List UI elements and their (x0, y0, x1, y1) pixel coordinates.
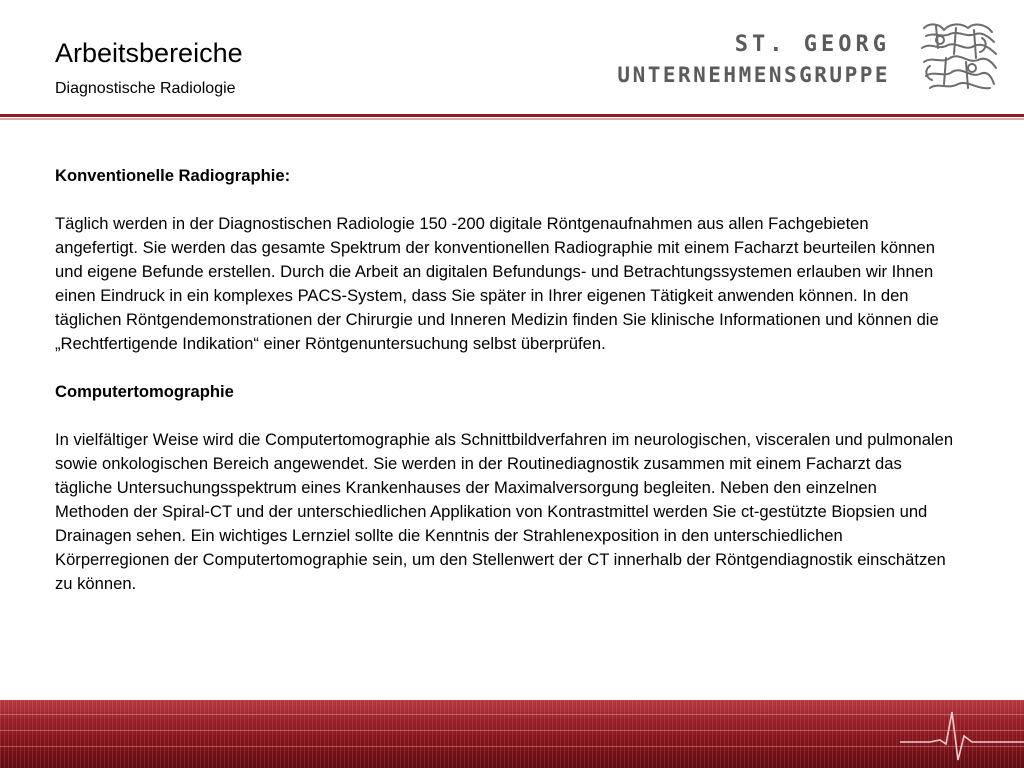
section-heading-computertomographie: Computertomographie (55, 382, 234, 401)
ecg-heartbeat-line-icon (0, 700, 1024, 768)
logo-line-unternehmensgruppe: UNTERNEHMENSGRUPPE (617, 63, 890, 87)
section-body-computertomographie: In vielfältiger Weise wird die Computertomographie als Schnittbildverfahren im neurologischen, visceralen und pulmonalen sowie onkologischen Bereich angewendet. Sie werden in der Routinediagnostik zusammen mit einem Facharzt das tägliche Untersuchungsspektrum eines Krankenhauses der Maximalversorgung begleiten. Neben den einzelnen Methoden der Spiral-CT und der unterschiedlichen Applikation von Kontrastmittel werden Sie ct-gestützte Biopsien und Drainagen sehen. Ein wichtiges Lernziel sollte die Kenntnis der Strahlenexposition in den unterschiedlichen Körperregionen der Computertomographie sein, um den Stellenwert der CT innerhalb der Röntgendiagnostik einschätzen zu können. (55, 430, 954, 593)
header-divider (0, 114, 1024, 117)
slide-content (55, 164, 955, 596)
section-heading-radiographie: Konventionelle Radiographie: (55, 166, 291, 185)
st-george-dragon-emblem-icon (916, 18, 1000, 96)
page-subtitle: Diagnostische Radiologie (55, 80, 236, 97)
footer-banner (0, 700, 1024, 768)
header-divider-light (0, 118, 1024, 120)
page-title: Arbeitsbereiche (55, 38, 243, 68)
logo-line-st-georg: ST. GEORG (734, 32, 890, 57)
section-body-radiographie: Täglich werden in der Diagnostischen Radiologie 150 -200 digitale Röntgenaufnahmen aus allen Fachgebieten angefertigt. Sie werden das gesamte Spektrum der konventionellen Radiographie mit einem Facharzt beurteilen können und eigene Befunde erstellen. Durch die Arbeit an digitalen Befundungs- und Betrachtungssystemen erlauben wir Ihnen einen Eindruck in ein komplexes PACS-System, dass Sie später in Ihrer eigenen Tätigkeit anwenden können. In den täglichen Röntgendemonstrationen der Chirurgie und Inneren Medizin finden Sie klinische Informationen und können die „Rechtfertigende Indikation“ einer Röntgenuntersuchung selbst überprüfen. (55, 214, 939, 353)
company-logo (612, 18, 1002, 100)
